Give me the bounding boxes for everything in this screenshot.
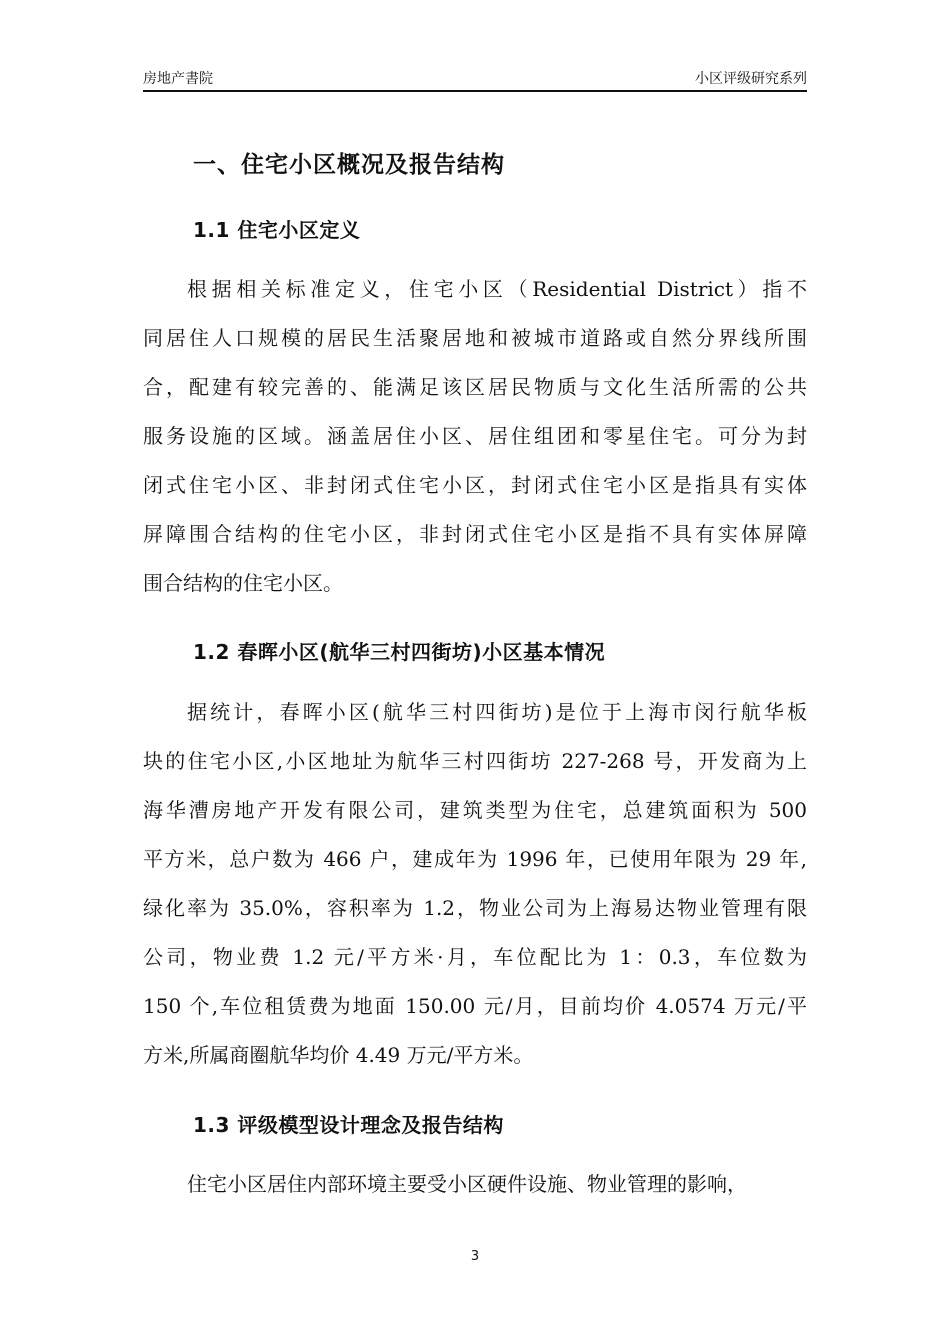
subsection-heading-1-1: 1.1 住宅小区定义 [193,218,361,242]
header-publisher: 房地产書院 [143,71,213,87]
page-header [143,66,807,92]
text-line: 合，配建有较完善的、能满足该区居民物质与文化生活所需的公共 [143,375,807,399]
text-line: 块的住宅小区,小区地址为航华三村四街坊 227-268 号，开发商为上 [143,749,807,773]
text-line: 150 个,车位租赁费为地面 150.00 元/月，目前均价 4.0574 万元/平 [143,994,807,1018]
text-line: 公司，物业费 1.2 元/平方米·月，车位配比为 1：0.3，车位数为 [143,945,807,969]
text-line: 同居住人口规模的居民生活聚居地和被城市道路或自然分界线所围 [143,326,807,350]
header-series: 小区评级研究系列 [695,71,807,87]
subsection-heading-1-3: 1.3 评级模型设计理念及报告结构 [193,1113,504,1137]
paragraph-basic-info [143,688,807,1080]
text-line: 屏障围合结构的住宅小区，非封闭式住宅小区是指不具有实体屏障 [143,522,807,546]
text-line: 据统计，春晖小区(航华三村四街坊)是位于上海市闵行航华板 [187,700,807,724]
text-line: 海华漕房地产开发有限公司，建筑类型为住宅，总建筑面积为 500 [143,798,807,822]
text-line: 绿化率为 35.0%，容积率为 1.2，物业公司为上海易达物业管理有限 [143,896,807,920]
page-number: 3 [470,1249,480,1264]
text-line: 住宅小区居住内部环境主要受小区硬件设施、物业管理的影响， [187,1172,747,1196]
text-line: 服务设施的区域。涵盖居住小区、居住组团和零星住宅。可分为封 [143,424,807,448]
paragraph-definition [143,265,807,608]
text-line: 根据相关标准定义，住宅小区（Residential District）指不 [187,277,807,301]
section-title: 一、住宅小区概况及报告结构 [193,152,505,178]
paragraph-model-design [143,1160,807,1209]
text-line: 方米,所属商圈航华均价 4.49 万元/平方米。 [143,1043,534,1067]
text-line: 闭式住宅小区、非封闭式住宅小区，封闭式住宅小区是指具有实体 [143,473,807,497]
text-line: 围合结构的住宅小区。 [143,571,343,595]
subsection-heading-1-2: 1.2 春晖小区(航华三村四街坊)小区基本情况 [193,640,606,664]
text-line: 平方米，总户数为 466 户，建成年为 1996 年，已使用年限为 29 年, [143,847,807,871]
